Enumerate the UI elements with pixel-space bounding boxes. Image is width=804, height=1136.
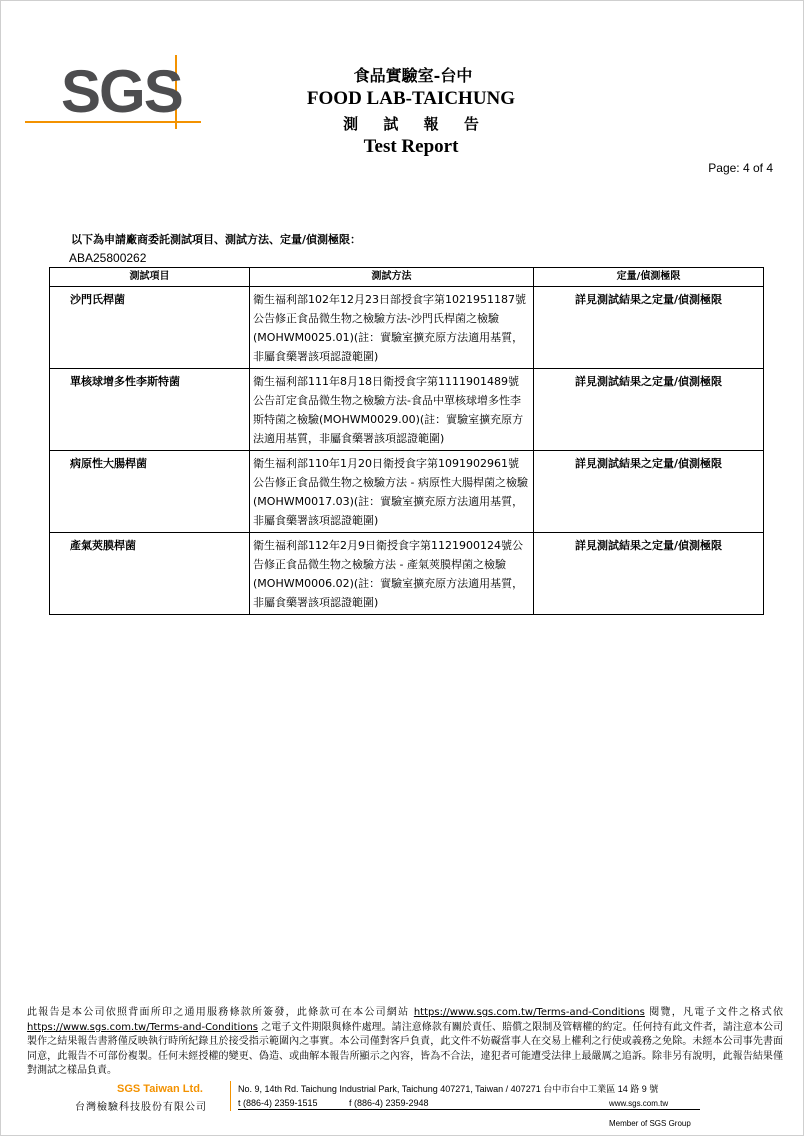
test-item-cell: 單核球增多性李斯特菌 (50, 369, 250, 451)
table-row (50, 287, 764, 369)
table-row (50, 369, 764, 451)
logo-text: SGS (61, 58, 182, 125)
intro-text: 以下為申請廠商委託測試項目、測試方法、定量/偵測極限： (71, 233, 362, 246)
table-header-row (50, 268, 764, 287)
report-reference: ABA25800262 (69, 251, 147, 265)
table-row (50, 533, 764, 615)
table-row (50, 451, 764, 533)
limit-cell: 詳見測試結果之定量/偵測極限 (534, 369, 764, 451)
page-number: Page: 4 of 4 (708, 161, 773, 175)
header-test-item: 測試項目 (50, 268, 250, 287)
footer-company-en: SGS Taiwan Ltd. (117, 1083, 203, 1095)
test-item-cell: 產氣莢膜桿菌 (50, 533, 250, 615)
header-limit: 定量/偵測極限 (534, 268, 764, 287)
report-title-zh: 測 試 報 告 (343, 115, 489, 133)
footer-website[interactable]: www.sgs.com.tw (609, 1099, 669, 1108)
legal-disclaimer (27, 1006, 783, 1079)
terms-link-2[interactable]: https://www.sgs.com.tw/Terms-and-Conditions (27, 1021, 259, 1033)
test-method-cell: 衛生福利部111年8月18日衛授食字第1111901489號公告訂定食品微生物之檢驗方法-食品中單核球增多性李斯特菌之檢驗(MOHWM0029.00)(註：實驗室擴充原方法適用基質，非屬食藥署該項認證範圍) (250, 369, 534, 451)
test-item-cell: 病原性大腸桿菌 (50, 451, 250, 533)
header-test-method: 測試方法 (250, 268, 534, 287)
test-method-cell: 衛生福利部110年1月20日衛授食字第1091902961號公告修正食品微生物之檢驗方法 - 病原性大腸桿菌之檢驗(MOHWM0017.03)(註：實驗室擴充原方法適用基質，非屬食藥署該項認證範圍) (250, 451, 534, 533)
report-title-en: Test Report (363, 136, 459, 157)
footer-company-zh: 台灣檢驗科技股份有限公司 (75, 1102, 207, 1113)
test-method-cell: 衛生福利部102年12月23日部授食字第1021951187號公告修正食品微生物之檢驗方法-沙門氏桿菌之檢驗(MOHWM0025.01)(註：實驗室擴充原方法適用基質，非屬食藥署該項認證範圍) (250, 287, 534, 369)
limit-cell: 詳見測試結果之定量/偵測極限 (534, 451, 764, 533)
footer-fax: f (886-4) 2359-2948 (349, 1098, 429, 1108)
terms-link-1[interactable]: https://www.sgs.com.tw/Terms-and-Conditions (413, 1007, 645, 1018)
disclaimer-text-2: 閱覽，凡電子文件之格式依 (649, 1007, 784, 1018)
footer-divider (230, 1081, 231, 1111)
disclaimer-text-1: 此報告是本公司依照背面所印之通用服務條款所簽發，此條款可在本公司網站 (27, 1007, 410, 1018)
test-item-cell: 沙門氏桿菌 (50, 287, 250, 369)
disclaimer-text-3: 之電子文件期限與條件處理。請注意條款有關於責任、賠償之限制及管轄權的約定。任何持有此文件者，請注意本公司製作之結果報告書將僅反映執行時所紀錄且於接受指示範圍內之事實。本公司僅對客戶負責，此文件不妨礙當事人在交易上權利之行使或義務之免除。未經本公司事先書面同意，此報告不可部份複製。任何未經授權的變更、偽造、或曲解本報告所顯示之內容，皆為不合法，違犯者可能遭受法律上最嚴厲之追訴。除非另有說明，此報告結果僅對測試之樣品負責。 (27, 1021, 783, 1077)
lab-title-en: FOOD LAB-TAICHUNG (306, 88, 516, 109)
footer-address: No. 9, 14th Rd. Taichung Industrial Park, Taichung 407271, Taiwan / 407271 台中市台中工業區 14 路 9 號 (238, 1084, 659, 1094)
footer-member: Member of SGS Group (609, 1119, 691, 1128)
limit-cell: 詳見測試結果之定量/偵測極限 (534, 287, 764, 369)
test-methods-table (49, 267, 764, 615)
lab-title-zh: 食品實驗室-台中 (353, 66, 473, 85)
footer-rule (238, 1109, 700, 1110)
test-method-cell: 衛生福利部112年2月9日衛授食字第1121900124號公告修正食品微生物之檢驗方法 - 產氣莢膜桿菌之檢驗(MOHWM0006.02)(註：實驗室擴充原方法適用基質，非屬食藥署該項認證範圍) (250, 533, 534, 615)
footer-telephone: t (886-4) 2359-1515 (238, 1098, 318, 1108)
limit-cell: 詳見測試結果之定量/偵測極限 (534, 533, 764, 615)
